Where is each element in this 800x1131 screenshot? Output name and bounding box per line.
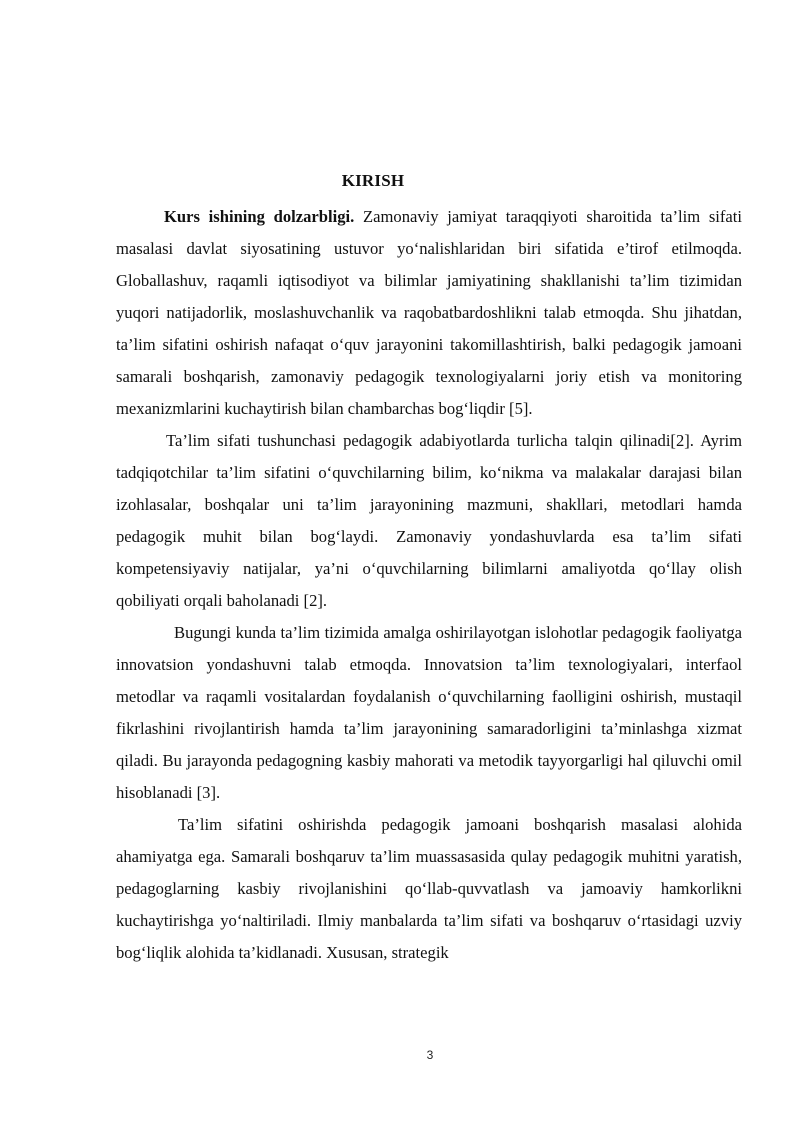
paragraph-lead: Kurs ishining dolzarbligi. [164,207,355,226]
paragraph-management: Ta’lim sifatini oshirishda pedagogik jamoani boshqarish masalasi alohida ahamiyatga ega. Samarali boshqaruv ta’lim muassasasida qulay pedagogik muhitni yaratish, pedagoglarning kasbiy rivojlanishini qo‘llab-quvvatlash va jamoaviy hamkorlikni kuchaytirishga yo‘naltiriladi. Ilmiy manbalarda ta’lim sifati va boshqaruv o‘rtasidagi uzviy bog‘liqlik alohida ta’kidlanadi. Xususan, strategik [116,815,742,962]
page-number: 3 [426,1048,434,1062]
paragraph-text: Zamonaviy jamiyat taraqqiyoti sharoitida ta’lim sifati masalasi davlat siyosatining ustuvor yo‘nalishlaridan biri sifatida e’tirof etilmoqda. Globallashuv, raqamli iqtisodiyot va bilimlar jamiyatining shakllanishi ta’lim tizimidan yuqori natijadorlik, moslashuvchanlik va raqobatbardoshlikni talab etmoqda. Shu jihatdan, ta’lim sifatini oshirish nafaqat o‘quv jarayonini takomillashtirish, balki pedagogik jamoani samarali boshqarish, zamonaviy pedagogik texnologiyalarni joriy etish va monitoring mexanizmlarini kuchaytirish bilan chambarchas bog‘liqdir [5]. [116,207,742,418]
paragraph-relevance [116,201,742,425]
paragraph-reforms: Bugungi kunda ta’lim tizimida amalga oshirilayotgan islohotlar pedagogik faoliyatga innovatsion yondashuvni talab etmoqda. Innovatsion ta’lim texnologiyalari, interfaol metodlar va raqamli vositalardan foydalanish o‘quvchilarning faolligini oshirish, mustaqil fikrlashini rivojlantirish hamda ta’lim jarayonining samaradorligini ta’minlashga xizmat qiladi. Bu jarayonda pedagogning kasbiy mahorati va metodik tayyorgarligi hal qiluvchi omil hisoblanadi [3]. [116,623,742,802]
body-text [116,201,742,969]
paragraph-quality-concept: Ta’lim sifati tushunchasi pedagogik adabiyotlarda turlicha talqin qilinadi[2]. Ayrim tadqiqotchilar ta’lim sifatini o‘quvchilarning bilim, ko‘nikma va malakalar darajasi bilan izohlasalar, boshqalar uni ta’lim jarayonining mazmuni, shakllari, metodlari hamda pedagogik muhit bilan bog‘laydi. Zamonaviy yondashuvlarda esa ta’lim sifati kompetensiyaviy natijalar, ya’ni o‘quvchilarning bilimlarni amaliyotda qo‘llay olish qobiliyati orqali baholanadi [2]. [116,431,742,610]
page-title: KIRISH [341,171,405,190]
